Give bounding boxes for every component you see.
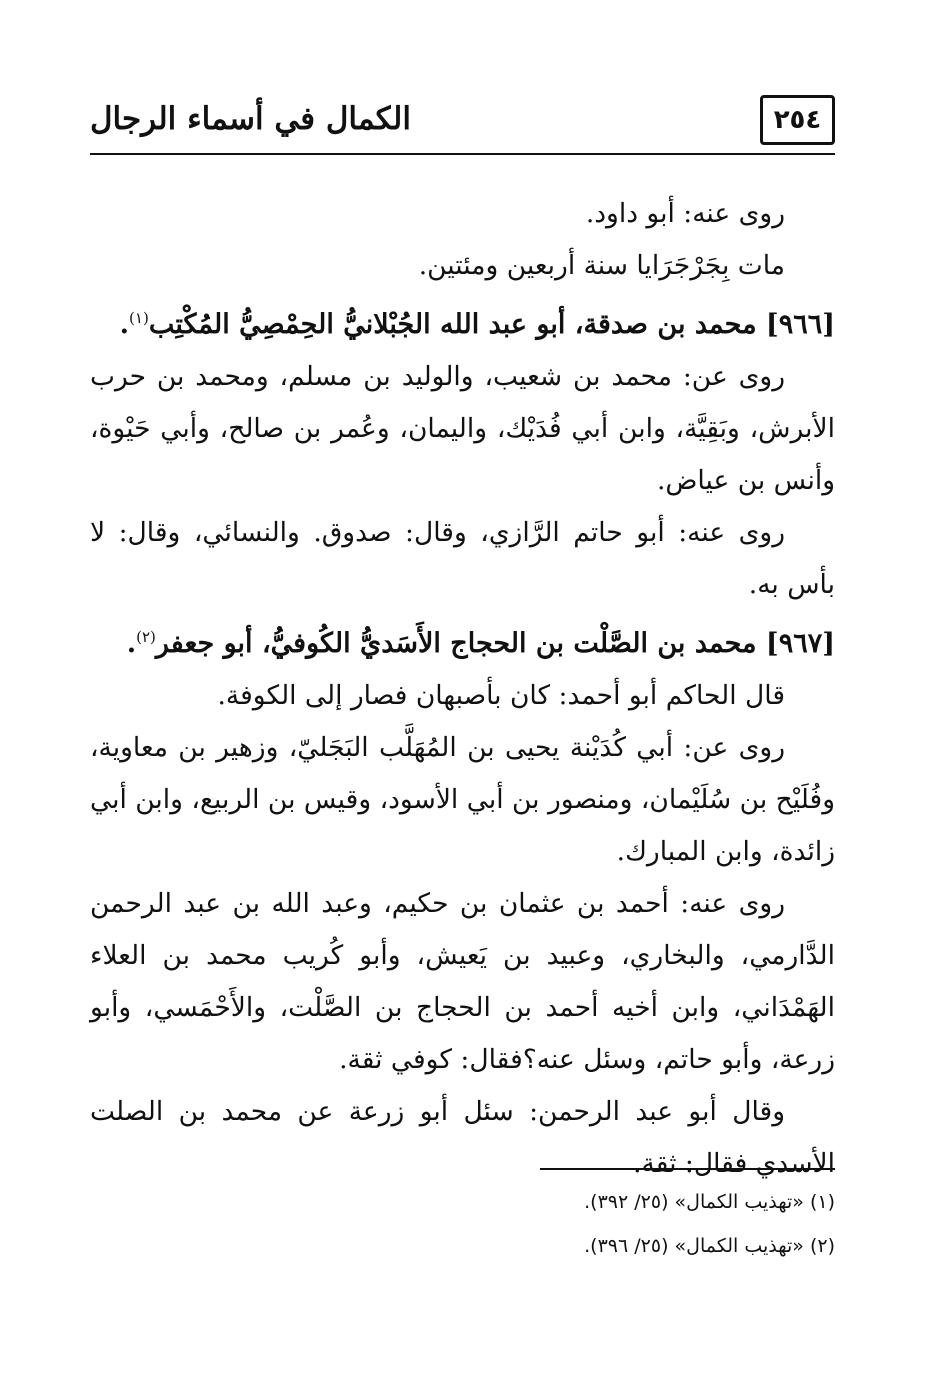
entry-heading-967 (90, 611, 835, 670)
entry-title: [٩٦٦] محمد بن صدقة، أبو عبد الله الجُبْلانيُّ الحِمْصِيُّ المُكْتِب (148, 309, 835, 340)
page-number: ٢٥٤ (760, 95, 835, 145)
footnote-divider (540, 1168, 835, 1170)
entry-title: [٩٦٧] محمد بن الصَّلْت بن الحجاج الأَسَديُّ الكُوفيُّ، أبو جعفر (155, 628, 835, 659)
page-header (90, 95, 835, 157)
entry-heading-966 (90, 292, 835, 351)
paragraph: روى عنه: أبو داود. (585, 198, 785, 229)
paragraph: روى عن: أبي كُدَيْنة يحيى بن المُهَلَّب البَجَليّ، وزهير بن معاوية، وفُلَيْح بن سُلَيْمان، ومنصور بن أبي الأسود، وقيس بن الربيع، وابن أبي زائدة، وابن المبارك. (90, 732, 835, 867)
footnote: (٢) «تهذيب الكمال» (٢٥/ ٣٩٦). (584, 1235, 835, 1257)
paragraph: روى عن: محمد بن شعيب، والوليد بن مسلم، ومحمد بن حرب الأبرش، وبَقِيَّة، وابن أبي فُدَيْك، واليمان، وعُمر بن صالح، وأبي حَيْوة، وأنس بن عياض. (90, 361, 835, 496)
paragraph: قال الحاكم أبو أحمد: كان بأصبهان فصار إلى الكوفة. (217, 680, 785, 711)
footnotes (90, 1180, 835, 1268)
paragraph: روى عنه: أحمد بن عثمان بن حكيم، وعبد الله بن عبد الرحمن الدَّارمي، والبخاري، وعبيد بن يَعيش، وأبو كُريب محمد بن العلاء الهَمْدَاني، وابن أخيه أحمد بن الحجاج بن الصَّلْت، والأَحْمَسي، وأبو زرعة، وأبو حاتم، وسئل عنه؟فقال: كوفي ثقة. (90, 888, 835, 1075)
paragraph: روى عنه: أبو حاتم الرَّازي، وقال: صدوق. والنسائي، وقال: لا بأس به. (90, 517, 835, 600)
header-divider (90, 153, 835, 155)
footnote-ref: (١) (129, 309, 149, 327)
paragraph: وقال أبو عبد الرحمن: سئل أبو زرعة عن محمد بن الصلت الأسدي فقال: ثقة. (90, 1096, 835, 1179)
book-title: الكمال في أسماء الرجال (90, 101, 411, 137)
footnote-ref: (٢) (136, 628, 156, 646)
main-text (90, 188, 835, 1190)
paragraph: مات بِجَرْجَرَايا سنة أربعين ومئتين. (418, 250, 785, 281)
footnote: (١) «تهذيب الكمال» (٢٥/ ٣٩٢). (584, 1191, 835, 1213)
entry-end: . (119, 309, 130, 340)
entry-end: . (126, 628, 137, 659)
